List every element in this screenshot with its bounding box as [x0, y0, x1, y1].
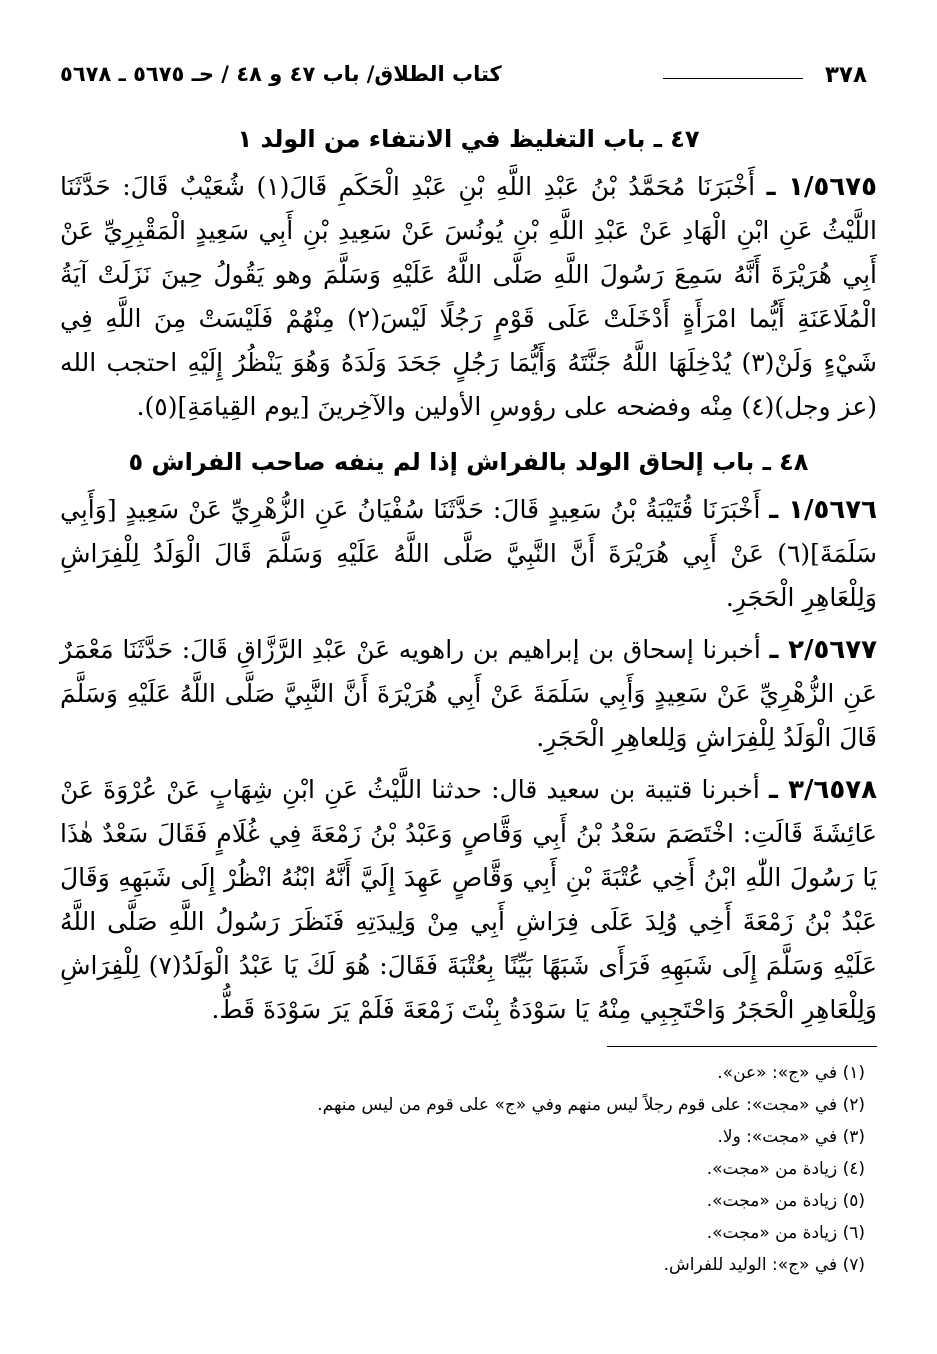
hadith-text: أَخْبَرَنَا قُتَيْبَةُ بْنُ سَعِيدٍ قَالَ: حَدَّثَنَا سُفْيَانُ عَنِ الزُّهْرِيِّ عَنْ سَعِيدٍ [وَأَبِي سَلَمَةَ](٦) عَنْ أَبِي هُرَيْرَةَ أَنَّ النَّبِيَّ صَلَّى اللَّهُ عَلَيْهِ وَسَلَّمَ قَالَ الْوَلَدُ لِلْفِرَاشِ وَلِلْعَاهِرِ الْحَجَرِ.	[60, 495, 877, 613]
hadith-5675	[60, 165, 877, 429]
running-header	[60, 60, 877, 106]
footnote-7: (٧) في «ج»: الوليد للفراش.	[663, 1255, 865, 1276]
chapter-48	[60, 447, 877, 1032]
chapter-title: ٤٨ ـ باب إلحاق الولد بالفراش إذا لم ينفه صاحب الفراش ٥	[128, 448, 809, 477]
footnote-divider	[607, 1046, 877, 1047]
footnote-1: (١) في «ج»: «عن».	[717, 1063, 865, 1084]
hadith-number: ١/٥٦٧٦ ـ	[769, 495, 877, 526]
chapter-title: ٤٧ ـ باب التغليظ في الانتفاء من الولد ١	[237, 125, 700, 153]
hadith-text: أَخْبَرَنَا مُحَمَّدُ بْنُ عَبْدِ اللَّهِ بْنِ عَبْدِ الْحَكَمِ قَالَ(١) شُعَيْبٌ قَالَ: حَدَّثَنَا اللَّيْثُ عَنِ ابْنِ الْهَادِ عَنْ عَبْدِ اللَّهِ بْنِ يُونُسَ عَنْ سَعِيدِ بْنِ أَبِي سَعِيدٍ الْمَقْبِرِيِّ عَنْ أَبِي هُرَيْرَةَ أَنَّهُ سَمِعَ رَسُولَ اللَّهِ صَلَّى اللَّهُ عَلَيْهِ وَسَلَّمَ وهو يَقُولُ حِينَ نَزَلَتْ آيَةُ الْمُلَاعَنَةِ أَيُّما امْرَأَةٍ أَدْخَلَتْ عَلَى قَوْمٍ رَجُلًا لَيْسَ(٢) مِنْهُمْ فَلَيْسَتْ مِنَ اللَّهِ فِي شَيْءٍ وَلَنْ(٣) يُدْخِلَهَا اللَّهُ جَنَّتَهُ وَأَيُّمَا رَجُلٍ جَحَدَ وَلَدَهُ وَهُوَ يَنْظُرُ إِلَيْهِ احتجب الله (عز وجل)(٤) مِنْه وفضحه على رؤوسِ الأولين والآخِرينَ [يوم القِيامَةِ](٥).	[60, 172, 877, 422]
hadith-number: ٣/٦٥٧٨ ـ	[769, 775, 877, 806]
page-number: ٣٧٨	[824, 62, 867, 88]
footnote-4: (٤) زيادة من «مجت».	[706, 1159, 865, 1180]
hadith-5678	[60, 768, 877, 1032]
hadith-5677	[60, 628, 877, 760]
chapter-47	[60, 124, 877, 429]
book-page	[60, 60, 877, 1334]
hadith-text: أخبرنا إسحاق بن إبراهيم بن راهويه عَنْ عَبْدِ الرَّزَّاقِ قَالَ: حَدَّثَنَا مَعْمَرٌ عَنِ الزُّهْرِيِّ عَنْ سَعِيدٍ وَأَبِي سَلَمَةَ عَنْ أَبِي هُرَيْرَةَ أَنَّ النَّبِيَّ صَلَّى اللَّهُ عَلَيْهِ وَسَلَّمَ قَالَ الْوَلَدُ لِلْفِرَاشِ وَلِلعاهِرِ الْحَجَرِ.	[60, 635, 877, 753]
hadith-number: ٢/٥٦٧٧ ـ	[769, 635, 877, 666]
footnote-5: (٥) زيادة من «مجت».	[706, 1191, 865, 1212]
footnote-6: (٦) زيادة من «مجت».	[706, 1223, 865, 1244]
hadith-text: أخبرنا قتيبة بن سعيد قال: حدثنا اللَّيْثُ عَنِ ابْنِ شِهَابٍ عَنْ عُرْوَةَ عَنْ عَائِشَةَ قَالَتِ: اخْتَصَمَ سَعْدُ بْنُ أَبِي وَقَّاصٍ وَعَبْدُ بْنُ زَمْعَةَ فِي غُلَامٍ فَقَالَ سَعْدٌ هٰذَا يَا رَسُولَ اللّٰهِ ابْنُ أَخِي عُتْبَةَ بْنِ أَبِي وَقَّاصٍ عَهِدَ إِلَيَّ أَنَّهُ ابْنُهُ انْظُرْ إِلَى شَبَهِهِ وَقَالَ عَبْدُ بْنُ زَمْعَةَ أَخِي وُلِدَ عَلَى فِرَاشِ أَبِي مِنْ وَلِيدَتِهِ فَنَظَرَ رَسُولُ اللَّهِ صَلَّى اللَّهُ عَلَيْهِ وَسَلَّمَ إِلَى شَبَهِهِ فَرَأَى شَبَهًا بَيِّنًا بِعُتْبَةَ فَقَالَ: هُوَ لَكَ يَا عَبْدُ الْوَلَدُ(٧) لِلْفِرَاشِ وَلِلْعَاهِرِ الْحَجَرُ وَاحْتَجِبِي مِنْهُ يَا سَوْدَةُ بِنْتَ زَمْعَةَ فَلَمْ يَرَ سَوْدَةَ قَطُّ.	[60, 775, 877, 1025]
running-title: كتاب الطلاق/ باب ٤٧ و ٤٨ / حـ ٥٦٧٥ ـ ٥٦٧٨	[60, 62, 502, 86]
footnote-3: (٣) في «مجت»: ولا.	[717, 1127, 865, 1148]
header-rule	[663, 78, 803, 79]
hadith-5676	[60, 488, 877, 620]
footnotes	[60, 1057, 877, 1281]
hadith-number: ١/٥٦٧٥ ـ	[766, 172, 877, 203]
footnote-2: (٢) في «مجت»: على قوم رجلاً ليس منهم وفي «ج» على قوم من ليس منهم.	[317, 1095, 865, 1116]
